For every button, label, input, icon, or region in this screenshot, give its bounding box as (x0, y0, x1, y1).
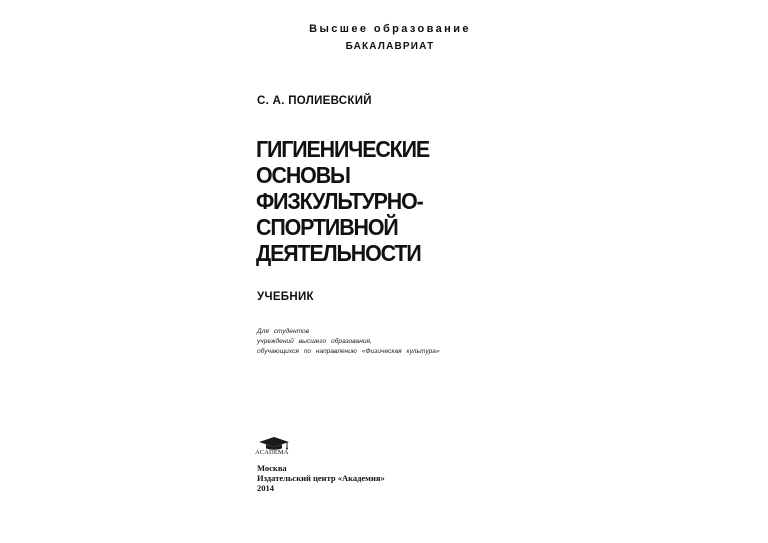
logo-text: ACADEMA (255, 449, 289, 456)
title-line: СПОРТИВНОЙ (256, 214, 398, 240)
title-line: ФИЗКУЛЬТУРНО- (256, 188, 423, 214)
title-line: ГИГИЕНИЧЕСКИЕ (256, 136, 430, 162)
graduation-cap-icon (257, 436, 291, 450)
series-header (280, 22, 500, 54)
author-name: С. А. ПОЛИЕВСКИЙ (257, 95, 372, 107)
title-line: ДЕЯТЕЛЬНОСТИ (256, 240, 421, 266)
title-line: ОСНОВЫ (256, 162, 350, 188)
audience-line: обучающихся по направлению «Физическая культура» (257, 348, 440, 355)
publisher-city: Москва (257, 463, 287, 473)
publisher-imprint (257, 463, 385, 493)
publisher-name: Издательский центр «Академия» (257, 473, 385, 483)
audience-line: учреждений высшего образования, (257, 338, 372, 345)
series-level: БАКАЛАВРИАТ (345, 41, 435, 52)
audience-line: Для студентов (257, 328, 310, 335)
book-type: УЧЕБНИК (257, 291, 314, 303)
series-name: Высшее образование (309, 23, 471, 35)
book-title (256, 136, 429, 266)
publication-year: 2014 (257, 483, 274, 493)
publisher-logo (255, 436, 295, 458)
audience-note (257, 327, 440, 357)
